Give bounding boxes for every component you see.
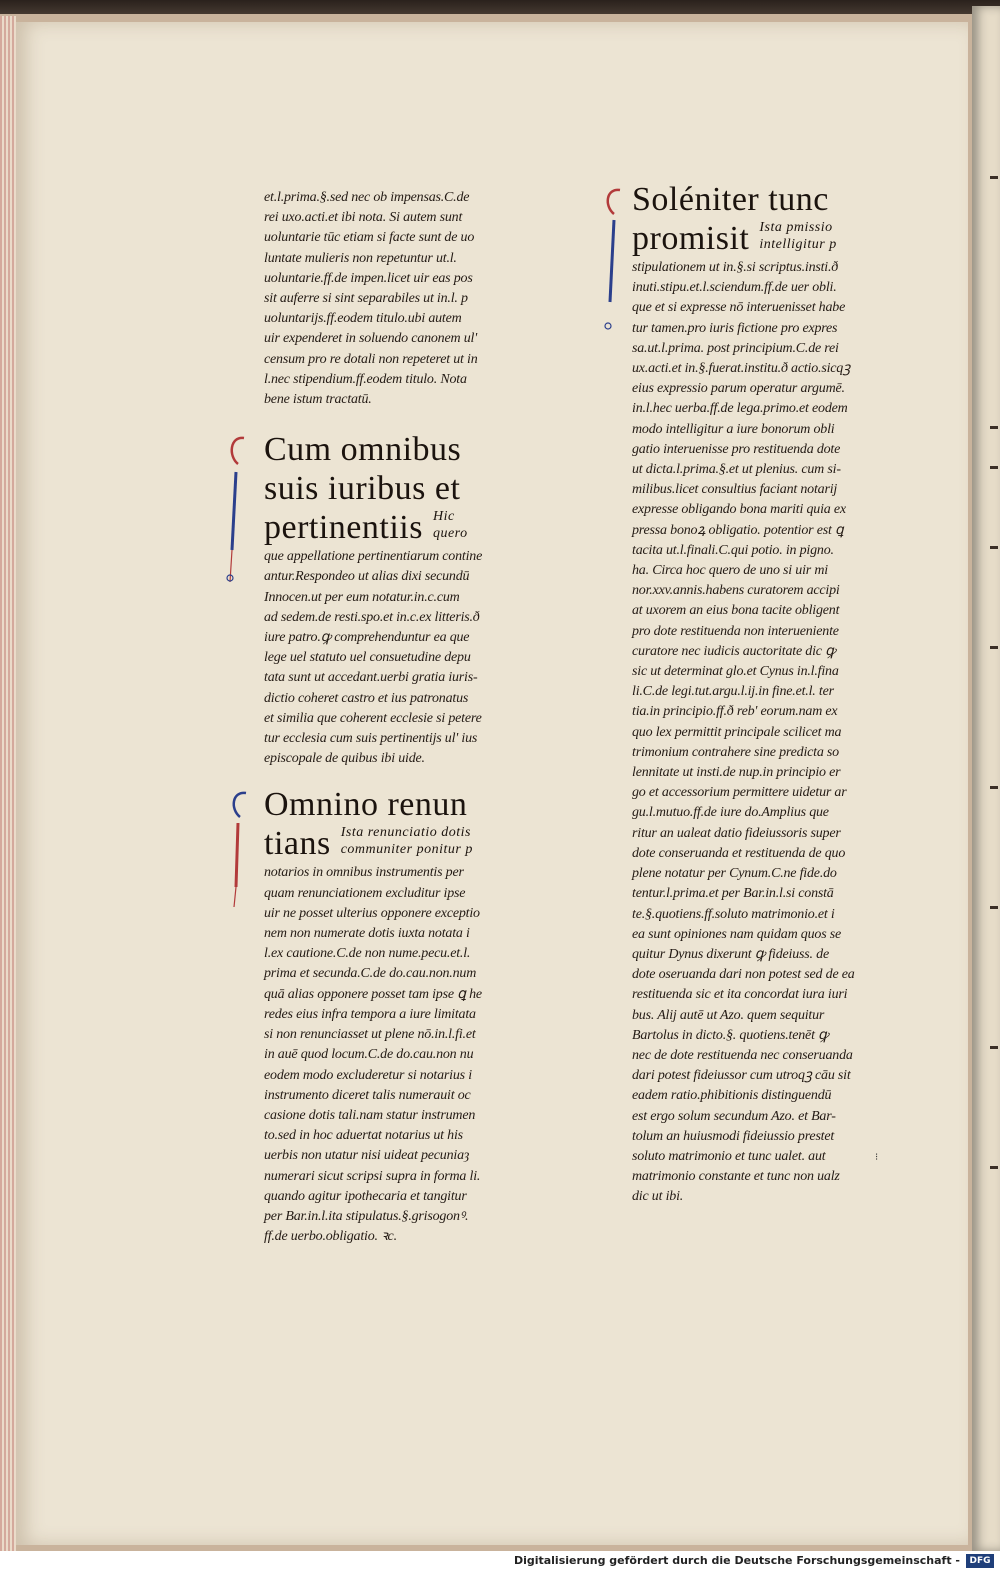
section-omnino-renuntians: [264, 785, 526, 1247]
text-line: casione dotis tali.nam statur instrumen: [264, 1107, 476, 1123]
text-line: tolum an huiusmodi fideiussio prestet: [632, 1128, 835, 1144]
text-line: sit auferre si sint separabiles ut in.l. p: [264, 291, 468, 307]
text-line: numerari sicut scripsi supra in forma li.: [264, 1168, 481, 1184]
text-line: ritur an ualeat datio fideiussoris super: [632, 825, 841, 841]
text-line: soluto matrimonio et tunc ualet. aut: [632, 1148, 826, 1164]
text-line: tur ecclesia cum suis pertinentijs ul' ius: [264, 731, 478, 747]
text-line: inuti.stipu.et.l.sciendum.ff.de uer obli.: [632, 280, 837, 296]
text-line: to.sed in hoc aduertat notarius ut his: [264, 1128, 463, 1144]
text-line: est ergo solum secundum Azo. et Bar-: [632, 1108, 836, 1124]
text-line: iure patro.ꝙ comprehenduntur ea que: [264, 630, 470, 646]
facing-text-fragment: [990, 906, 998, 909]
text-line: Bartolus in dicto.§. quotiens.tenēt ꝙ: [632, 1027, 829, 1043]
heading-text: suis iuribus et: [264, 470, 461, 508]
footer-bar: [0, 1551, 1000, 1571]
text-line: nec de dote restituenda nec conseruanda: [632, 1047, 853, 1063]
text-line: curatore nec iudicis auctoritate dic ꝙ: [632, 643, 836, 659]
text-line: ut dicta.l.prima.§.et ut plenius. cum si-: [632, 462, 841, 478]
facing-text-fragment: [990, 466, 998, 469]
side-note-line: intelligitur p: [759, 237, 837, 252]
side-note-line: quero: [432, 526, 468, 542]
lombard-initial-o: [228, 787, 250, 907]
text-line: go et accessorium permittere uidetur ar: [632, 785, 847, 801]
heading-line: [264, 785, 526, 824]
section-heading: [264, 785, 526, 863]
heading-text: Omnino renun: [264, 786, 468, 824]
text-line: gatio interuenisse pro restituenda dote: [632, 441, 841, 457]
facing-text-fragment: [990, 546, 998, 549]
text-line: li.C.de legi.tut.argu.l.ij.in fine.et.l. ter: [632, 684, 834, 700]
text-line: quam renunciationem excluditur ipse: [264, 885, 466, 901]
text-line: ha. Circa hoc quero de uno si uir mi: [632, 563, 828, 579]
text-line: nor.xxv.annis.habens curatorem accipi: [632, 583, 840, 599]
section-cum-omnibus: [264, 430, 526, 769]
text-line: plene notatur per Cynum.C.ne fide.do: [632, 866, 837, 882]
heading-line: [264, 824, 526, 863]
text-line: antur.Respondeo ut alias dixi secundū: [264, 569, 470, 585]
text-line: que et si expresse nō interuenisset habe: [632, 300, 846, 316]
text-line: ad sedem.de resti.spo.et in.c.ex litteris.ð: [264, 609, 480, 625]
text-line: sa.ut.l.prima. post principium.C.de rei: [632, 340, 839, 356]
text-line: uir expenderet in soluendo canonem ul': [264, 331, 477, 347]
heading-side-note: [759, 219, 836, 253]
text-line: instrumento diceret talis numerauit oc: [264, 1087, 471, 1103]
heading-line: [264, 508, 526, 547]
text-line: bus. Alij autē ut Azo. quem sequitur: [632, 1007, 825, 1023]
section-body: [632, 258, 894, 1208]
footer-credit: Digitalisierung gefördert durch die Deutsche Forschungsgemeinschaft -: [513, 1554, 960, 1567]
text-line: lege uel statuto uel consuetudine depu: [264, 650, 471, 666]
section-body: [264, 547, 526, 769]
text-line: dic ut ibi.: [632, 1189, 684, 1205]
text-line: eadem ratio.phibitionis distinguendū: [632, 1088, 832, 1104]
text-line: et similia que coherent ecclesie si petere: [264, 710, 482, 726]
text-line: ff.de uerbo.obligatio. ꝛc.: [264, 1229, 397, 1245]
heading-line: [632, 180, 894, 219]
text-line: uir ne posset ulterius opponere exceptio: [264, 905, 480, 921]
text-line: quā alias opponere posset tam ipse ꝗ he: [264, 986, 482, 1002]
text-line: expresse obligando bona mariti quia ex: [632, 502, 846, 518]
heading-line: [632, 219, 894, 258]
text-line: stipulationem ut in.§.si scriptus.insti.ð: [632, 260, 839, 275]
text-line: quando agitur ipothecaria et tangitur: [264, 1188, 467, 1204]
text-line: dictio coheret castro et ius patronatus: [264, 690, 469, 706]
text-line: ea sunt opiniones nam quidam quos se: [632, 926, 842, 942]
text-line: episcopale de quibus ibi uide.: [264, 751, 425, 767]
text-line: quo lex permittit principale scilicet ma: [632, 724, 842, 740]
heading-text: Cum omnibus: [264, 431, 462, 469]
section-solenniter: [632, 180, 894, 1208]
text-line: eius expressio parum operatur argumē.: [632, 381, 845, 397]
heading-text: pertinentiis: [264, 509, 423, 547]
text-line: modo intelligitur a iure bonorum obli: [632, 421, 835, 437]
text-line: prima et secunda.C.de do.cau.non.num: [264, 966, 477, 982]
text-line: eodem modo excluderetur si notarius i: [264, 1067, 472, 1083]
facing-text-fragment: [990, 786, 998, 789]
facing-text-fragment: [990, 176, 998, 179]
text-line: matrimonio constante et tunc non ualz: [632, 1169, 840, 1185]
text-line: gu.l.mutuo.ff.de iure do.Amplius que: [632, 805, 829, 821]
side-note-line: Hic: [432, 509, 455, 525]
heading-side-note: [341, 824, 473, 858]
side-note-line: communiter ponitur p: [340, 842, 473, 858]
section-heading: [632, 180, 894, 258]
text-line: l.nec stipendium.ff.eodem titulo. Nota: [264, 371, 467, 387]
intro-paragraph: [264, 188, 526, 410]
dfg-logo: DFG: [966, 1554, 994, 1568]
heading-text: tians: [264, 825, 331, 863]
text-line: milibus.licet consultius faciant notarij: [632, 482, 838, 498]
text-line: te.§.quotiens.ff.soluto matrimonio.et i: [632, 906, 835, 922]
text-line: censum pro re dotali non repeteret ut in: [264, 351, 478, 367]
text-line: uoluntarie tūc etiam si facte sunt de uo: [264, 230, 475, 246]
facing-text-fragment: [990, 1166, 998, 1169]
text-line: dote oseruanda dari non potest sed de ea: [632, 967, 855, 983]
text-line: at uxorem an eius bona tacite obligent: [632, 603, 840, 619]
text-line: ux.acti.et in.§.fuerat.institu.ð actio.sicqꝫ: [632, 361, 851, 377]
text-line: rei uxo.acti.et ibi nota. Si autem sunt: [264, 210, 463, 226]
text-line: uerbis non utatur nisi uideat pecuniaȝ: [264, 1148, 470, 1164]
lombard-initial-s: [602, 184, 624, 334]
facing-text-fragment: [990, 1046, 998, 1049]
lombard-initial-c: [226, 432, 248, 582]
text-line: Innocen.ut per eum notatur.in.c.cum: [264, 589, 460, 605]
facing-text-fragment: [990, 426, 998, 429]
text-line: tur tamen.pro iuris fictione pro expres: [632, 320, 838, 336]
page-edges: [0, 16, 16, 1551]
section-body: [264, 863, 526, 1247]
text-line: tentur.l.prima.et per Bar.in.l.si constā: [632, 886, 834, 902]
text-line: in.l.hec uerba.ff.de lega.primo.et eodem: [632, 401, 848, 417]
right-text-column: [632, 180, 894, 1208]
text-line: restituenda sic et ita concordat iura iuri: [632, 987, 848, 1003]
text-line: uoluntarijs.ff.eodem titulo.ubi autem: [264, 311, 462, 327]
text-line: notarios in omnibus instrumentis per: [264, 865, 464, 881]
text-line: tia.in principio.ff.ð reb' eorum.nam ex: [632, 704, 838, 720]
heading-text: promisit: [632, 220, 750, 257]
text-line: sic ut determinat glo.et Cynus in.l.fina: [632, 664, 839, 680]
heading-text: Soléniter tunc: [632, 181, 829, 218]
text-line: luntate mulieris non repetuntur ut.l.: [264, 250, 457, 266]
section-heading: [264, 430, 526, 547]
text-line: quitur Dynus dixerunt ꝙ fideiuss. de: [632, 946, 829, 962]
text-line: que appellatione pertinentiarum contine: [264, 549, 483, 565]
text-line: lennitate ut insti.de nup.in principio er: [632, 765, 841, 781]
text-line: trimonium contrahere sine predicta so: [632, 744, 839, 760]
text-line: redes eius infra tempora a iure limitata: [264, 1006, 476, 1022]
heading-line: [264, 469, 526, 508]
text-line: pressa bonoꝝ obligatio. potentior est ꝗ: [632, 522, 844, 538]
facing-text-fragment: [990, 646, 998, 649]
text-line: si non renunciasset ut plene nō.in.l.fi.et: [264, 1027, 476, 1043]
line-end-mark: ⁝: [875, 1152, 879, 1163]
text-line: et.l.prima.§.sed nec ob impensas.C.de: [264, 190, 470, 205]
text-line: dote conseruanda et restituenda de quo: [632, 845, 846, 861]
text-line: tata sunt ut accedant.uerbi gratia iuris-: [264, 670, 478, 686]
text-line: bene istum tractatū.: [264, 392, 372, 408]
left-text-column: [264, 188, 526, 1247]
side-note-line: Ista pmissio: [759, 220, 833, 235]
text-line: dari potest fideiussor cum utroqꝫ cāu sit: [632, 1068, 851, 1084]
text-line: pro dote restituenda non interueniente: [632, 623, 839, 639]
heading-line: [264, 430, 526, 469]
text-line: uoluntarie.ff.de impen.licet uir eas pos: [264, 270, 473, 286]
facing-page-edge: [972, 6, 1000, 1551]
text-line: l.ex cautione.C.de non nume.pecu.et.l.: [264, 946, 471, 962]
text-line: nem non numerate dotis iuxta notata i: [264, 926, 470, 942]
text-line: tacita ut.l.finali.C.qui potio. in pigno.: [632, 542, 834, 558]
heading-side-note: [433, 508, 468, 542]
text-line: in auē quod locum.C.de do.cau.non nu: [264, 1047, 474, 1063]
side-note-line: Ista renunciatio dotis: [340, 825, 471, 841]
text-line: per Bar.in.l.ita stipulatus.§.grisogonꝰ.: [264, 1208, 469, 1224]
